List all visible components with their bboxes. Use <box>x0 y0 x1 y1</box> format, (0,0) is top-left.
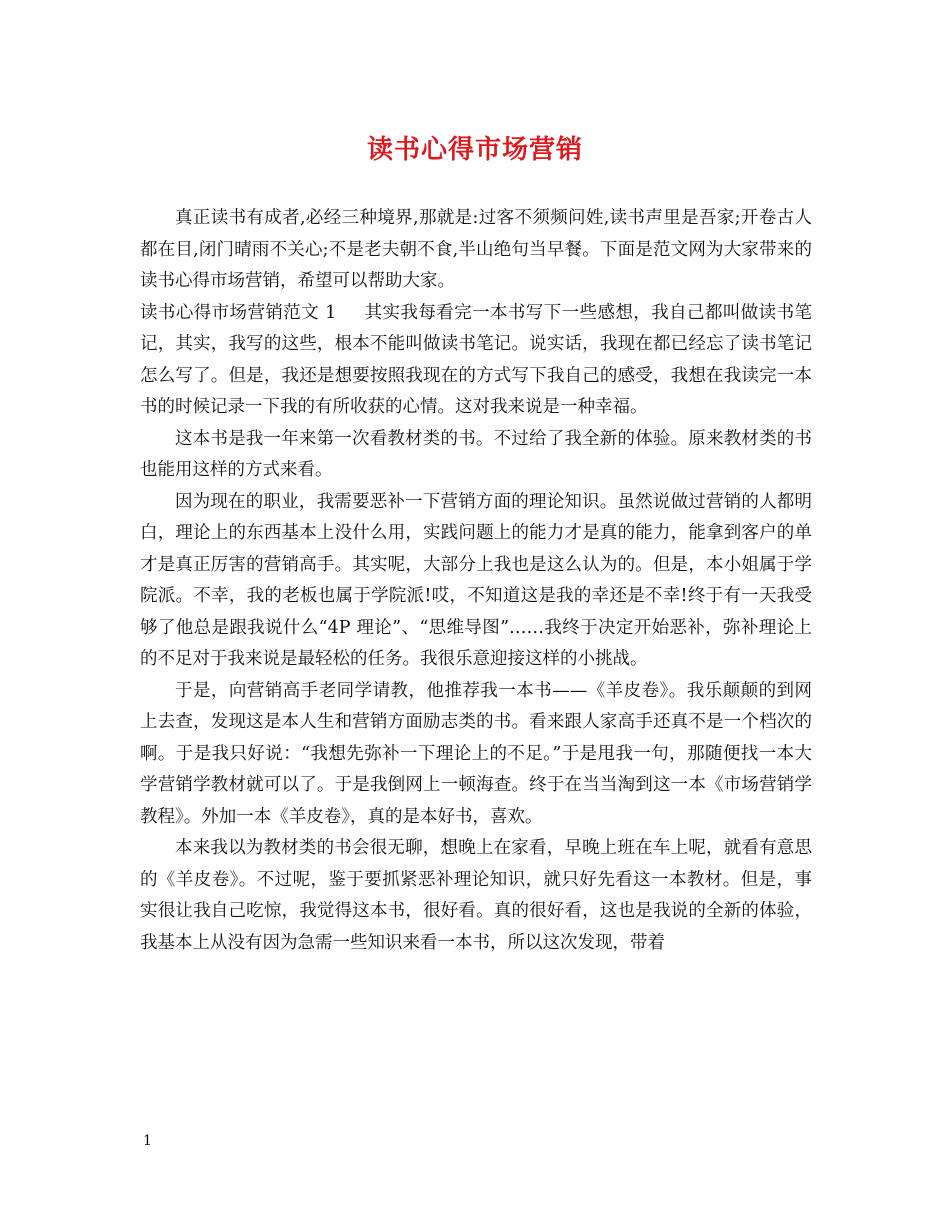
paragraph-sample-1-text: 其实我每看完一本书写下一些感想，我自己都叫做读书笔记，其实，我写的这些，根本不能叫做读书笔记。说实话，我现在都已经忘了读书笔记怎么写了。但是，我还是想要按照我现在的方式写下我自己的感受，我想在我读完一本书的时候记录一下我的有所收获的心情。这对我来说是一种幸福。 <box>140 302 812 417</box>
paragraph-intro: 真正读书有成者,必经三种境界,那就是:过客不须频问姓,读书声里是吾家;开卷古人都在目,闭门晴雨不关心;不是老夫朝不食,半山绝句当早餐。下面是范文网为大家带来的读书心得市场营销，希望可以帮助大家。 <box>140 208 812 291</box>
page-number: 1 <box>143 1133 152 1149</box>
paragraph-sample-1 <box>140 298 812 424</box>
sample-heading: 读书心得市场营销范文 1 <box>140 302 337 323</box>
paragraph-advice: 于是，向营销高手老同学请教，他推荐我一本书——《羊皮卷》。我乐颠颠的到网上去查，发现这是本人生和营销方面励志类的书。看来跟人家高手还真不是一个档次的啊。于是我只好说：“我想先弥补一下理论上的不足。”于是甩我一句，那随便找一本大学营销学教材就可以了。于是我倒网上一顿海查。终于在当当淘到这一本《市场营销学教程》。外加一本《羊皮卷》，真的是本好书，喜欢。 <box>140 680 812 827</box>
paragraph-textbook: 这本书是我一年来第一次看教材类的书。不过给了我全新的体验。原来教材类的书也能用这样的方式来看。 <box>140 428 812 480</box>
paragraph-career: 因为现在的职业，我需要恶补一下营销方面的理论知识。虽然说做过营销的人都明白，理论上的东西基本上没什么用，实践问题上的能力才是真的能力，能拿到客户的单才是真正厉害的营销高手。其实呢，大部分上我也是这么认为的。但是，本小姐属于学院派。不幸，我的老板也属于学院派!哎，不知道这是我的幸还是不幸!终于有一天我受够了他总是跟我说什么“4P 理论”、“思维导图”……我终于决定开始恶补，弥补理论上的不足对于我来说是最轻松的任务。我很乐意迎接这样的小挑战。 <box>140 491 812 669</box>
document-title: 读书心得市场营销 <box>366 135 583 165</box>
paragraph-experience: 本来我以为教材类的书会很无聊，想晚上在家看，早晚上班在车上呢，就看有意思的《羊皮卷》。不过呢，鉴于要抓紧恶补理论知识，就只好先看这一本教材。但是，事实很让我自己吃惊，我觉得这本书，很好看。真的很好看，这也是我说的全新的体验，我基本上从没有因为急需一些知识来看一本书，所以这次发现，带着 <box>140 838 812 953</box>
document-body <box>140 203 812 959</box>
